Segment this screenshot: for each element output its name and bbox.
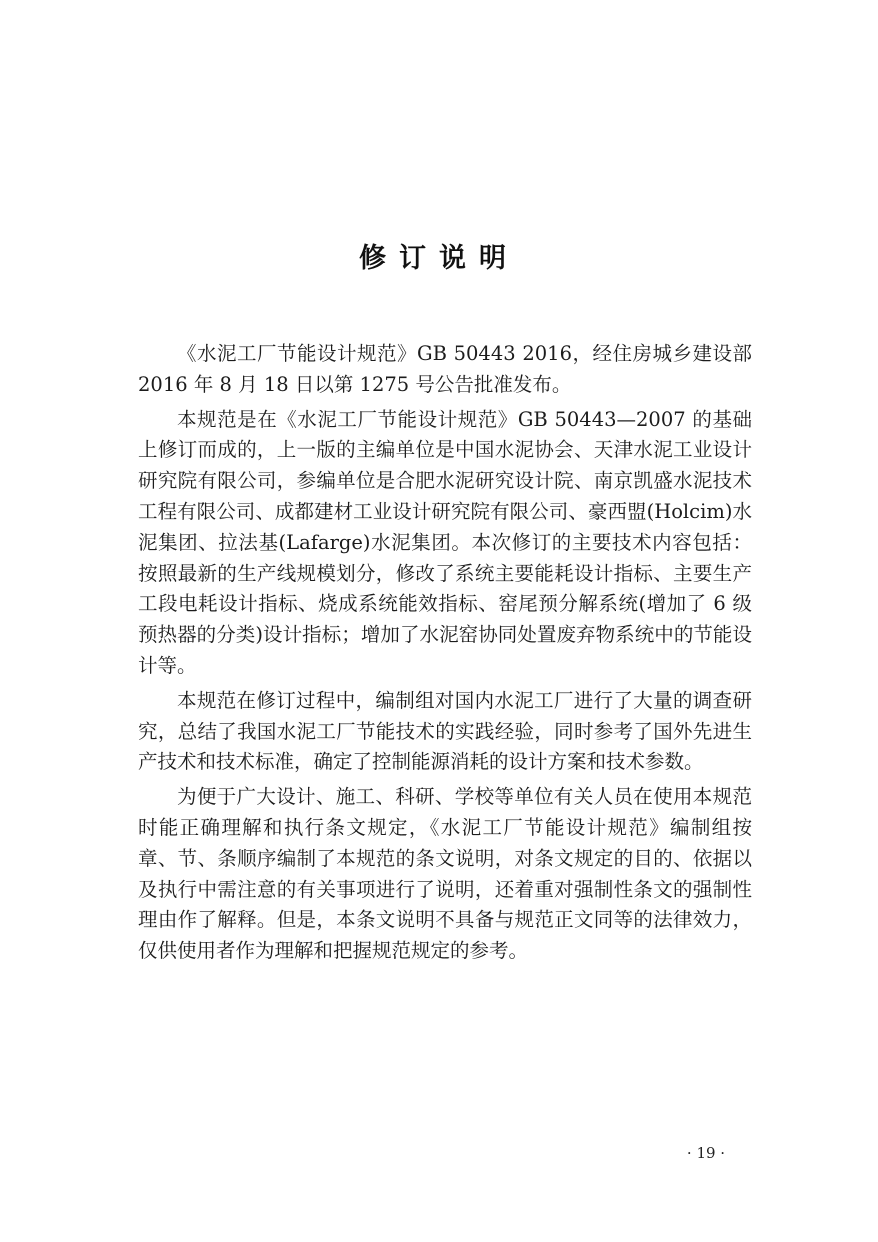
paragraph-2: 本规范是在《水泥工厂节能设计规范》GB 50443—2007 的基础上修订而成的，上一版的主编单位是中国水泥协会、天津水泥工业设计研究院有限公司，参编单位是合肥水泥研究设计院、南京凯盛水泥技术工程有限公司、成都建材工业设计研究院有限公司、豪西盟(Holcim)水泥集团、拉法基(Lafarge)水泥集团。本次修订的主要技术内容包括：按照最新的生产线规模划分，修改了系统主要能耗设计指标、主要生产工段电耗设计指标、烧成系统能效指标、窑尾预分解系统(增加了 6 级预热器的分类)设计指标；增加了水泥窑协同处置废弃物系统中的节能设计等。: [138, 407, 752, 677]
body-text: [138, 339, 752, 967]
paragraph-1: 《水泥工厂节能设计规范》GB 50443 2016，经住房城乡建设部 2016 年 8 月 18 日以第 1275 号公告批准发布。: [138, 342, 752, 396]
paragraph-4: 为便于广大设计、施工、科研、学校等单位有关人员在使用本规范时能正确理解和执行条文规定，《水泥工厂节能设计规范》编制组按章、节、条顺序编制了本规范的条文说明，对条文规定的目的、依据以及执行中需注意的有关事项进行了说明，还着重对强制性条文的强制性理由作了解释。但是，本条文说明不具备与规范正文同等的法律效力，仅供使用者作为理解和把握规范规定的参考。: [138, 785, 752, 963]
page-number: · 19 ·: [686, 1144, 726, 1162]
page-title: 修订说明: [359, 243, 519, 274]
paragraph-3: 本规范在修订过程中，编制组对国内水泥工厂进行了大量的调查研究，总结了我国水泥工厂节能技术的实践经验，同时参考了国外先进生产技术和技术标准，确定了控制能源消耗的设计方案和技术参数。: [138, 688, 752, 774]
